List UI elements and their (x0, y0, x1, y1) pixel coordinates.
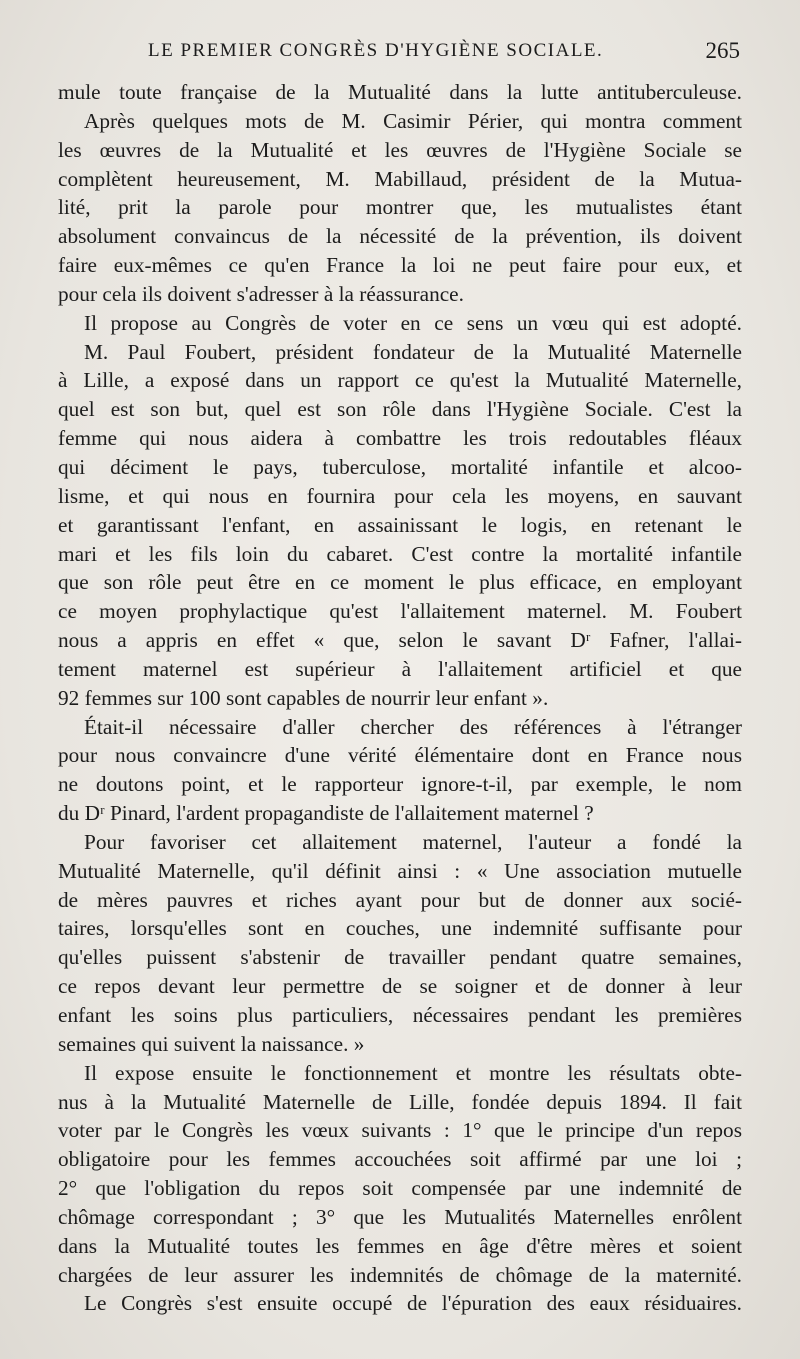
text-line: obligatoire pour les femmes accouchées soit affirmé par une loi ; (58, 1147, 742, 1172)
text-line: qu'elles puissent s'abstenir de travailler pendant quatre semaines, (58, 945, 742, 970)
text-line: Il expose ensuite le fonctionnement et montre les résultats obte- (84, 1060, 742, 1085)
text-line: chargées de leur assurer les indemnités de chômage de la maternité. (58, 1262, 742, 1287)
page-header (60, 40, 742, 76)
text-line: et garantissant l'enfant, en assainissant le logis, en retenant le (58, 512, 742, 537)
text-line: semaines qui suivent la naissance. » (58, 1031, 365, 1056)
running-title: LE PREMIER CONGRÈS D'HYGIÈNE SOCIALE. (148, 40, 604, 61)
text-line: pour cela ils doivent s'adresser à la réassurance. (58, 281, 464, 306)
text-line: M. Paul Foubert, président fondateur de la Mutualité Maternelle (84, 339, 742, 364)
text-line: Était-il nécessaire d'aller chercher des références à l'étranger (84, 714, 742, 739)
text-line: à Lille, a exposé dans un rapport ce qu'est la Mutualité Maternelle, (58, 368, 742, 393)
text-line: ce moyen prophylactique qu'est l'allaitement maternel. M. Foubert (58, 599, 742, 624)
text-line: 92 femmes sur 100 sont capables de nourrir leur enfant ». (58, 685, 549, 710)
text-line: enfant les soins plus particuliers, nécessaires pendant les premières (58, 1003, 742, 1027)
text-line: nous a appris en effet « que, selon le savant Dʳ Fafner, l'allai- (58, 628, 742, 653)
text-line: chômage correspondant ; 3° que les Mutualités Maternelles enrôlent (58, 1204, 742, 1229)
text-line: Mutualité Maternelle, qu'il définit ainsi : « Une association mutuelle (58, 858, 742, 883)
text-line: Après quelques mots de M. Casimir Périer, qui montra comment (84, 108, 742, 133)
text-line: qui déciment le pays, tuberculose, mortalité infantile et alcoo- (58, 454, 742, 479)
text-line: nus à la Mutualité Maternelle de Lille, fondée depuis 1894. Il fait (58, 1089, 742, 1114)
text-line: taires, lorsqu'elles sont en couches, une indemnité suffisante pour (58, 916, 742, 941)
text-line: de mères pauvres et riches ayant pour but de donner aux socié- (58, 887, 742, 912)
text-line: ne doutons point, et le rapporteur ignore-t-il, par exemple, le nom (58, 772, 742, 797)
text-line: 2° que l'obligation du repos soit compensée par une indemnité de (58, 1176, 742, 1201)
text-line: que son rôle peut être en ce moment le plus efficace, en employant (58, 570, 742, 595)
text-line: quel est son but, quel est son rôle dans l'Hygiène Sociale. C'est la (58, 397, 742, 422)
text-line: du Dʳ Pinard, l'ardent propagandiste de l'allaitement maternel ? (58, 801, 594, 826)
text-line: mari et les fils loin du cabaret. C'est contre la mortalité infantile (58, 541, 742, 566)
page-number: 265 (705, 38, 740, 63)
text-line: dans la Mutualité toutes les femmes en âge d'être mères et soient (58, 1233, 742, 1258)
text-line: les œuvres de la Mutualité et les œuvres de l'Hygiène Sociale se (58, 137, 742, 162)
text-line: complètent heureusement, M. Mabillaud, président de la Mutua- (58, 166, 742, 191)
text-line: absolument convaincus de la nécessité de la prévention, ils doivent (58, 224, 742, 249)
text-line: Pour favoriser cet allaitement maternel, l'auteur a fondé la (84, 829, 742, 854)
text-line: tement maternel est supérieur à l'allaitement artificiel et que (58, 656, 742, 681)
text-line: Le Congrès s'est ensuite occupé de l'épuration des eaux résiduaires. (84, 1291, 742, 1316)
text-line: voter par le Congrès les vœux suivants : 1° que le principe d'un repos (58, 1118, 742, 1143)
text-line: lisme, et qui nous en fournira pour cela les moyens, en sauvant (58, 483, 742, 508)
text-line: femme qui nous aidera à combattre les trois redoutables fléaux (58, 426, 742, 451)
text-line: ce repos devant leur permettre de se soigner et de donner à leur (58, 974, 742, 999)
text-line: faire eux-mêmes ce qu'en France la loi ne peut faire pour eux, et (58, 253, 742, 278)
body-text (58, 78, 742, 1318)
text-line: lité, prit la parole pour montrer que, les mutualistes étant (58, 195, 742, 220)
text-line: mule toute française de la Mutualité dans la lutte antituberculeuse. (58, 80, 742, 104)
text-line: pour nous convaincre d'une vérité élémentaire dont en France nous (58, 743, 742, 768)
text-line: Il propose au Congrès de voter en ce sens un vœu qui est adopté. (84, 310, 742, 335)
